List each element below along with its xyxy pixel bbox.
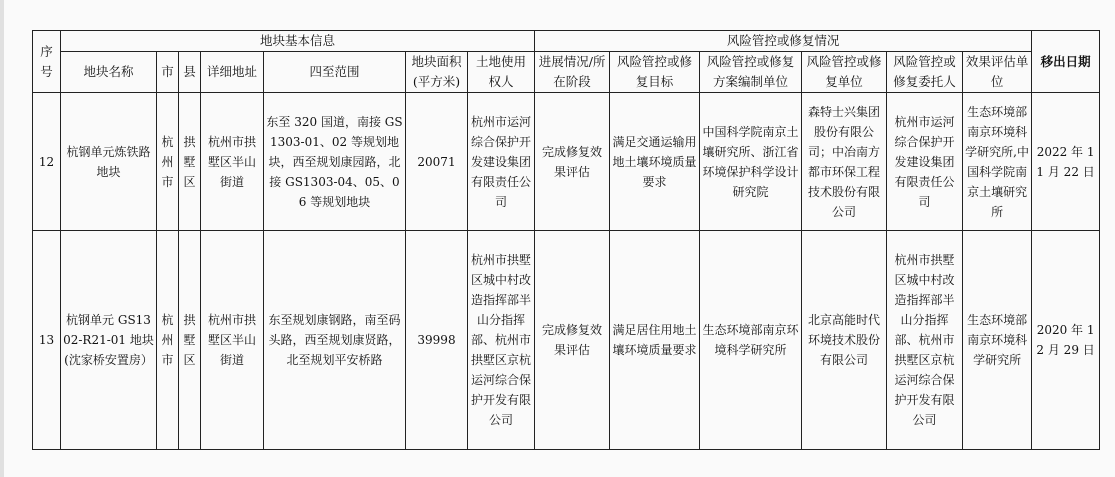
header-name: 地块名称 bbox=[61, 52, 157, 93]
cell-seq: 12 bbox=[33, 93, 61, 231]
cell-goal: 满足交通运输用地土壤环境质量要求 bbox=[610, 93, 700, 231]
cell-land-user: 杭州市运河综合保护开发建设集团有限责任公司 bbox=[468, 93, 535, 231]
cell-address: 杭州市拱墅区半山街道 bbox=[201, 231, 264, 450]
cell-plan-unit: 生态环境部南京环境科学研究所 bbox=[700, 231, 802, 450]
cell-name: 杭钢单元 GS1302-R21-01 地块(沈家桥安置房） bbox=[61, 231, 157, 450]
header-stage: 进展情况/所在阶段 bbox=[535, 52, 610, 93]
header-client: 风险管控或修复委托人 bbox=[887, 52, 963, 93]
cell-eval-unit: 生态环境部南京环境科学研究所,中国科学院南京土壤研究所 bbox=[963, 93, 1032, 231]
cell-remove-date: 2022 年 11 月 22 日 bbox=[1032, 93, 1100, 231]
cell-boundary: 东至 320 国道，南接 GS1303-01、02 等规划地块，西至规划康园路，北接 GS1303-04、05、06 等规划地块 bbox=[264, 93, 406, 231]
cell-land-user: 杭州市拱墅区城中村改造指挥部半山分指挥部、杭州市拱墅区京杭运河综合保护开发有限公司 bbox=[468, 231, 535, 450]
group-header-risk-control: 风险管控或修复情况 bbox=[535, 31, 1032, 52]
page-edge bbox=[0, 0, 4, 477]
cell-plan-unit: 中国科学院南京土壤研究所、浙江省环境保护科学设计研究院 bbox=[700, 93, 802, 231]
header-address: 详细地址 bbox=[201, 52, 264, 93]
header-land-user: 土地使用权人 bbox=[468, 52, 535, 93]
cell-name: 杭钢单元炼铁路地块 bbox=[61, 93, 157, 231]
cell-client: 杭州市拱墅区城中村改造指挥部半山分指挥部、杭州市拱墅区京杭运河综合保护开发有限公司 bbox=[887, 231, 963, 450]
header-city: 市 bbox=[157, 52, 179, 93]
header-goal: 风险管控或修复目标 bbox=[610, 52, 700, 93]
cell-repair-unit: 北京高能时代环境技术股份有限公司 bbox=[802, 231, 887, 450]
cell-eval-unit: 生态环境部南京环境科学研究所 bbox=[963, 231, 1032, 450]
cell-county: 拱墅区 bbox=[179, 231, 201, 450]
table-row bbox=[33, 93, 1100, 231]
cell-area: 20071 bbox=[406, 93, 468, 231]
cell-seq: 13 bbox=[33, 231, 61, 450]
group-header-row bbox=[33, 31, 1100, 52]
cell-county: 拱墅区 bbox=[179, 93, 201, 231]
cell-stage: 完成修复效果评估 bbox=[535, 93, 610, 231]
cell-remove-date: 2020 年 12 月 29 日 bbox=[1032, 231, 1100, 450]
cell-stage: 完成修复效果评估 bbox=[535, 231, 610, 450]
column-header-row bbox=[33, 52, 1100, 93]
cell-area: 39998 bbox=[406, 231, 468, 450]
header-county: 县 bbox=[179, 52, 201, 93]
header-eval-unit: 效果评估单位 bbox=[963, 52, 1032, 93]
cell-boundary: 东至规划康钢路，南至码头路，西至规划康贤路，北至规划平安桥路 bbox=[264, 231, 406, 450]
header-repair-unit: 风险管控或修复单位 bbox=[802, 52, 887, 93]
cell-city: 杭州市 bbox=[157, 231, 179, 450]
group-header-basic-info: 地块基本信息 bbox=[61, 31, 535, 52]
contaminated-land-table bbox=[32, 30, 1100, 450]
header-remove-date: 移出日期 bbox=[1032, 31, 1100, 93]
cell-client: 杭州市运河综合保护开发建设集团有限责任公司 bbox=[887, 93, 963, 231]
cell-address: 杭州市拱墅区半山街道 bbox=[201, 93, 264, 231]
cell-goal: 满足居住用地土壤环境质量要求 bbox=[610, 231, 700, 450]
cell-city: 杭州市 bbox=[157, 93, 179, 231]
header-boundary: 四至范围 bbox=[264, 52, 406, 93]
header-area: 地块面积(平方米) bbox=[406, 52, 468, 93]
header-plan-unit: 风险管控或修复方案编制单位 bbox=[700, 52, 802, 93]
header-seq: 序号 bbox=[33, 31, 61, 93]
cell-repair-unit: 森特士兴集团股份有限公司；中冶南方都市环保工程技术股份有限公司 bbox=[802, 93, 887, 231]
table-row bbox=[33, 231, 1100, 450]
